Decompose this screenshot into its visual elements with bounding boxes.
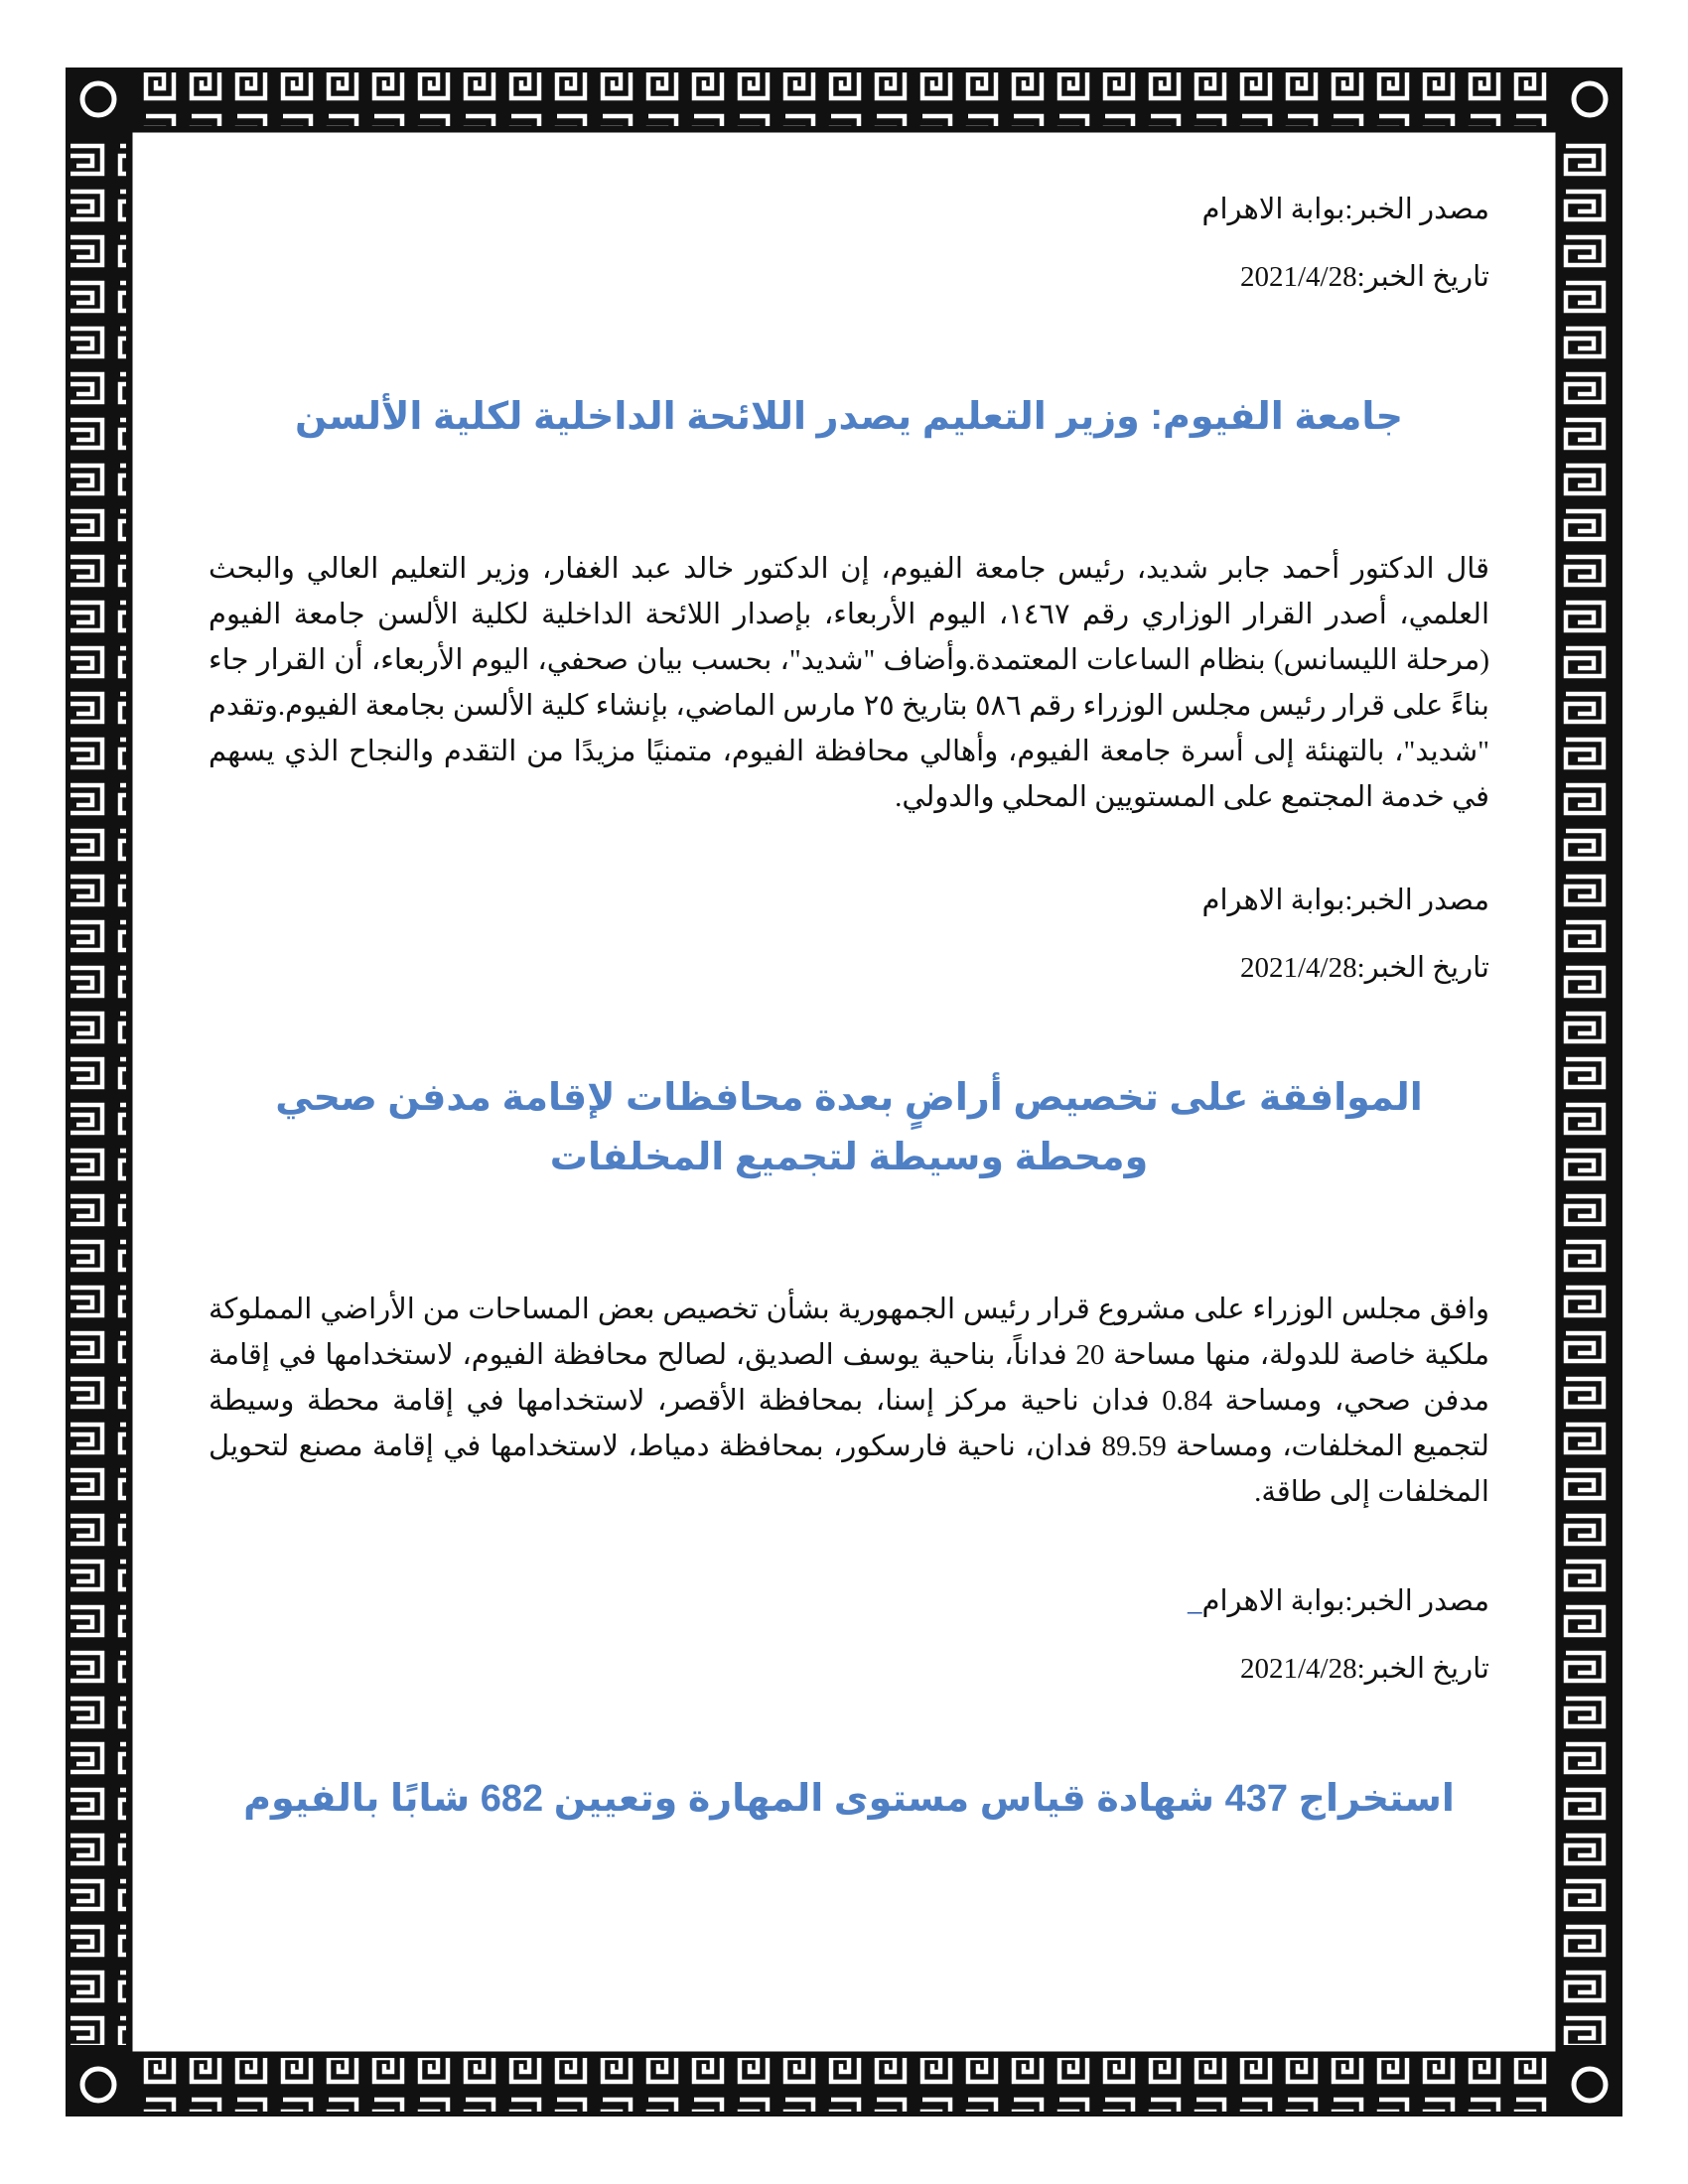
news-date: تاريخ الخبر:2021/4/28	[1240, 261, 1489, 293]
news-document	[209, 189, 1489, 1829]
news-source-text: مصدر الخبر:بوابة الاهرام	[1201, 1585, 1489, 1617]
article-body: قال الدكتور أحمد جابر شديد، رئيس جامعة الفيوم، إن الدكتور خالد عبد الغفار، وزير التعليم العالي والبحث العلمي، أصدر القرار الوزاري رقم ١٤٦٧، اليوم الأربعاء، بإصدار اللائحة الداخلية لكلية الألسن جامعة الفيوم (مرحلة الليسانس) بنظام الساعات المعتمدة.وأضاف "شديد"، بحسب بيان صحفي، اليوم الأربعاء، أن القرار جاء بناءً على قرار رئيس مجلس الوزراء رقم ٥٨٦ بتاريخ ٢٥ مارس الماضي، بإنشاء كلية الألسن بجامعة الفيوم.وتقدم "شديد"، بالتهنئة إلى أسرة جامعة الفيوم، وأهالي محافظة الفيوم، متمنيًا مزيدًا من التقدم والنجاح الذي يسهم في خدمة المجتمع على المستويين المحلي والدولي.	[209, 553, 1489, 813]
news-date: تاريخ الخبر:2021/4/28	[1240, 1653, 1489, 1685]
news-source: مصدر الخبر:بوابة الاهرام	[1201, 885, 1489, 916]
article-headline: استخراج 437 شهادة قياس مستوى المهارة وتعيين 682 شابًا بالفيوم	[243, 1778, 1455, 1820]
article-2	[209, 880, 1489, 1515]
article-headline: الموافقة على تخصيص أراضٍ بعدة محافظات لإقامة مدفن صحي ومحطة وسيطة لتجميع المخلفات	[275, 1077, 1423, 1178]
article-3	[209, 1580, 1489, 1829]
news-source: مصدر الخبر:بوابة الاهرام	[1201, 194, 1489, 225]
article-body: وافق مجلس الوزراء على مشروع قرار رئيس الجمهورية بشأن تخصيص بعض المساحات من الأراضي المملوكة ملكية خاصة للدولة، منها مساحة 20 فداناً، بناحية يوسف الصديق، لصالح محافظة الفيوم، لاستخدامها في إقامة مدفن صحي، ومساحة 0.84 فدان ناحية مركز إسنا، بمحافظة الأقصر، لاستخدامها في إقامة محطة وسيطة لتجميع المخلفات، ومساحة 89.59 فدان، ناحية فارسكور، بمحافظة دمياط، لاستخدامها في إقامة مصنع لتحويل المخلفات إلى طاقة.	[209, 1294, 1489, 1508]
news-date: تاريخ الخبر:2021/4/28	[1240, 952, 1489, 984]
news-source	[209, 1580, 1489, 1622]
cursor-mark: _	[1188, 1585, 1202, 1617]
article-headline: جامعة الفيوم: وزير التعليم يصدر اللائحة الداخلية لكلية الألسن	[294, 396, 1404, 438]
article-1	[209, 189, 1489, 820]
